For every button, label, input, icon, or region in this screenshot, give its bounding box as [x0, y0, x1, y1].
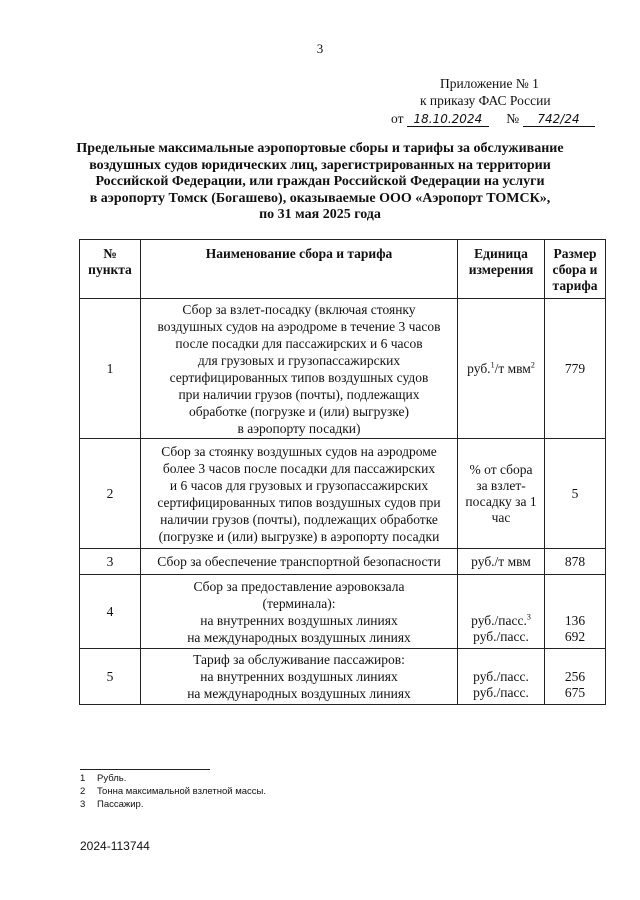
- date-prefix: от: [391, 111, 404, 126]
- table-row: [80, 439, 606, 549]
- number-prefix: №: [506, 111, 520, 126]
- title-line: Российской Федерации, или граждан Российской Федерации на услуги: [95, 174, 545, 189]
- row-unit: руб./пасс.$^3$ руб./пасс.: [458, 575, 545, 649]
- title-line: в аэропорту Томск (Богашево), оказываемые ООО «Аэропорт ТОМСК»,: [89, 190, 551, 206]
- row-name: Сбор за предоставление аэровокзала (терминала): на внутренних воздушных линиях на международных воздушных линиях: [141, 575, 458, 649]
- row-amount: 136 692: [545, 575, 606, 649]
- footnote: 2 Тонна максимальной взлетной массы.: [80, 786, 266, 797]
- row-number: 3: [80, 549, 141, 575]
- tariff-table: [79, 239, 606, 705]
- table-row: [80, 649, 606, 705]
- header-amount: Размер сбора и тарифа: [545, 240, 606, 299]
- row-amount: 878: [545, 549, 606, 575]
- order-number: 742/24: [523, 113, 595, 127]
- appendix-order-ref: к приказу ФАС России: [420, 93, 551, 108]
- document-title: [70, 141, 570, 224]
- page-number: 3: [316, 41, 324, 56]
- table-row: [80, 299, 606, 439]
- footnote: 3 Пассажир.: [80, 799, 144, 810]
- table-header-row: [80, 240, 606, 299]
- title-line: по 31 мая 2025 года: [259, 207, 381, 222]
- header-name: Наименование сбора и тарифа: [141, 240, 458, 299]
- row-amount: 5: [545, 439, 606, 549]
- row-amount: 256 675: [545, 649, 606, 705]
- order-date: 18.10.2024: [407, 113, 489, 127]
- row-name: Сбор за обеспечение транспортной безопасности: [141, 549, 458, 575]
- row-name: Тариф за обслуживание пассажиров: на внутренних воздушных линиях на международных воздушных линиях: [141, 649, 458, 705]
- row-unit: руб./пасс. руб./пасс.: [458, 649, 545, 705]
- title-line: воздушных судов юридических лиц, зарегистрированных на территории: [89, 157, 551, 173]
- row-number: 5: [80, 649, 141, 705]
- appendix-title: Приложение № 1: [440, 76, 539, 91]
- row-number: 2: [80, 439, 141, 549]
- appendix-date-number: [391, 111, 603, 127]
- row-amount: 779: [545, 299, 606, 439]
- header-unit: Единица измерения: [458, 240, 545, 299]
- title-line: Предельные максимальные аэропортовые сборы и тарифы за обслуживание: [76, 141, 564, 156]
- row-unit: руб./т мвм: [458, 549, 545, 575]
- footnote-separator: [80, 769, 210, 770]
- row-number: 1: [80, 299, 141, 439]
- row-unit: % от сбора за взлет- посадку за 1 час: [458, 439, 545, 549]
- row-unit: руб.$^1$/т мвм$^2$: [458, 299, 545, 439]
- header-number: № пункта: [80, 240, 141, 299]
- row-number: 4: [80, 575, 141, 649]
- table-row: [80, 549, 606, 575]
- document-registration-number: 2024-113744: [80, 839, 150, 853]
- row-name: Сбор за взлет-посадку (включая стоянку воздушных судов на аэродроме в течение 3 часов после посадки для пассажирских и 6 часов для грузовых и грузопассажирских сертифицированных типов воздушных судов при наличии грузов (почты), подлежащих обработке (погрузке и (или) выгрузке) в аэропорту посадки): [141, 299, 458, 439]
- footnote: 1 Рубль.: [80, 773, 127, 784]
- row-name: Сбор за стоянку воздушных судов на аэродроме более 3 часов после посадки для пассажирских и 6 часов для грузовых и грузопассажирских сертифицированных типов воздушных судов при наличии грузов (почты), подлежащих обработке (погрузке и (или) выгрузке) в аэропорту посадки: [141, 439, 458, 549]
- table-row: [80, 575, 606, 649]
